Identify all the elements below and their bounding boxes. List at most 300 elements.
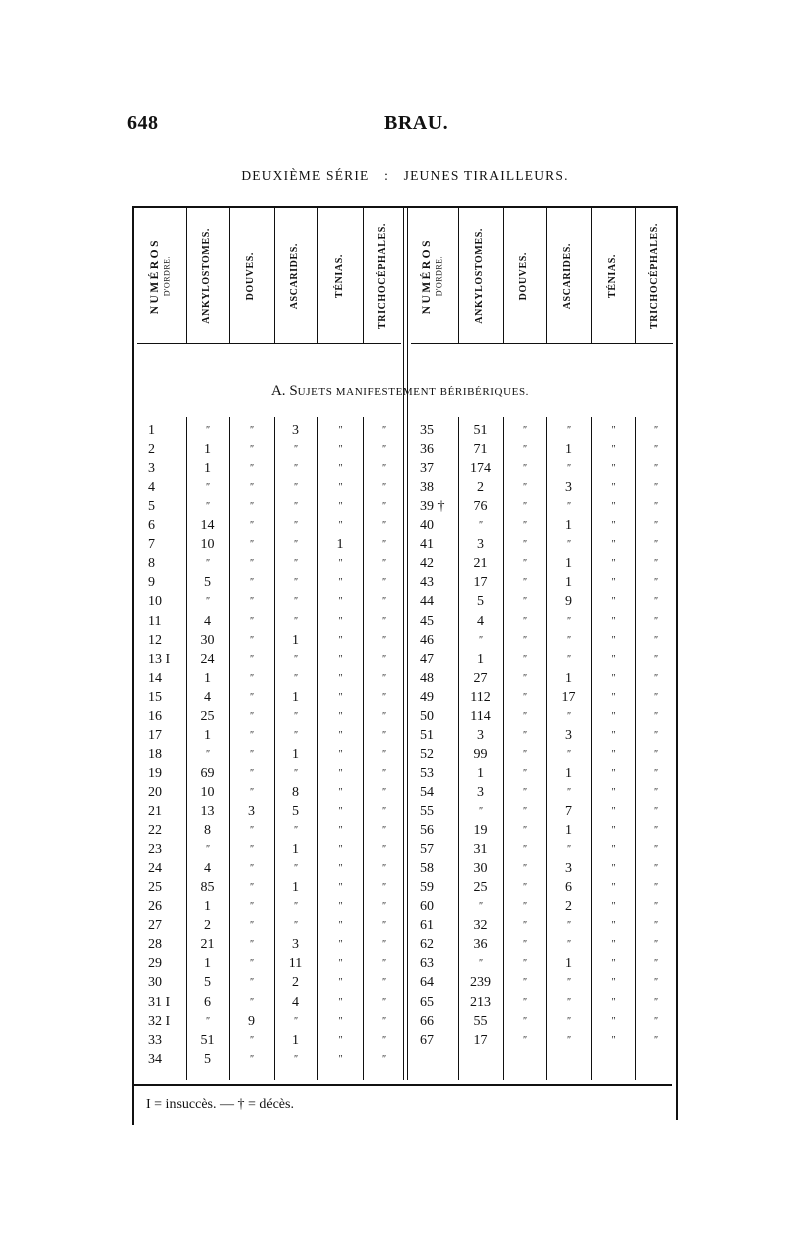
cell-value: " (653, 634, 658, 646)
series-title (0, 168, 800, 184)
cell-value: " (381, 882, 386, 894)
cell-value: " (381, 958, 386, 970)
cell-value: 1 (292, 880, 299, 896)
cell-value: " (293, 482, 298, 494)
row-number: 13 I (148, 651, 171, 667)
cell-value: " (337, 920, 343, 932)
cell-value: " (610, 863, 616, 875)
cell-value: 71 (473, 442, 488, 458)
cell-value: " (337, 806, 343, 817)
cell-value: " (381, 482, 386, 494)
cell-value: " (610, 1034, 616, 1046)
cell-value: 1 (477, 765, 484, 781)
cell-value: " (653, 1015, 658, 1027)
cell-value: " (293, 729, 298, 741)
column-header-label: TRICHOCÉPHALES. (377, 223, 389, 329)
cell-value: " (653, 863, 658, 875)
row-number: 21 (148, 804, 162, 819)
cell-value: 2 (292, 975, 299, 991)
cell-value: " (566, 634, 571, 646)
column-header-left-5 (317, 212, 363, 340)
cell-value: " (522, 901, 527, 913)
cell-value: " (205, 748, 210, 760)
table-right-border (676, 206, 678, 1120)
row-number: 31 I (148, 994, 171, 1010)
column-header-main: NUMÉROS (421, 237, 434, 315)
cell-value: 1 (477, 651, 484, 667)
column-header-label: TÉNIAS. (333, 254, 345, 298)
cell-value: " (653, 786, 658, 798)
cell-value: " (293, 577, 298, 589)
cell-value: " (610, 958, 616, 970)
cell-value: " (381, 1053, 386, 1065)
series-title-separator: : (384, 168, 390, 183)
cell-value: " (610, 1015, 616, 1027)
cell-value: " (610, 920, 616, 932)
cell-value: " (653, 939, 658, 951)
row-number: 56 (420, 823, 434, 839)
cell-value: " (566, 977, 571, 989)
cell-value: " (381, 691, 386, 703)
cell-value: " (249, 767, 254, 779)
cell-value: " (522, 786, 527, 798)
cell-value: " (337, 786, 343, 798)
cell-value: 3 (565, 861, 572, 877)
row-number: 6 (148, 518, 155, 534)
cell-value: 3 (477, 537, 484, 553)
row-number: 25 (148, 880, 162, 896)
cell-value: 2 (477, 480, 484, 496)
cell-value: " (566, 1034, 571, 1046)
cell-value: " (610, 844, 616, 856)
column-header-label: ASCARIDES. (289, 242, 301, 310)
cell-value: 13 (200, 804, 215, 819)
row-number: 59 (420, 880, 434, 896)
row-number: 7 (148, 537, 155, 553)
cell-value: " (381, 463, 386, 475)
cell-value: " (293, 501, 298, 513)
cell-value: " (337, 425, 343, 436)
section-initial: S (289, 383, 298, 399)
cell-value: " (293, 1015, 298, 1027)
cell-value: " (337, 767, 343, 779)
cell-value: " (653, 729, 658, 741)
column-header-left-3 (229, 212, 274, 340)
row-number: 29 (148, 956, 162, 972)
row-number: 2 (148, 442, 155, 458)
cell-value: 5 (292, 804, 299, 819)
cell-value: 1 (204, 670, 211, 686)
table-top-rule (132, 206, 678, 208)
cell-value: 3 (292, 423, 299, 438)
cell-value: " (293, 463, 298, 475)
cell-value: " (610, 729, 616, 741)
cell-value: " (653, 977, 658, 989)
cell-value: " (337, 844, 343, 856)
cell-value: " (610, 786, 616, 798)
row-number: 3 (148, 461, 155, 477)
cell-value: " (337, 901, 343, 913)
cell-value: " (610, 482, 616, 494)
cell-value: 31 (473, 842, 488, 858)
column-header-right-1 (407, 212, 458, 340)
cell-value: " (610, 444, 616, 456)
cell-value: " (653, 767, 658, 779)
cell-value: " (566, 539, 571, 551)
cell-value: " (478, 958, 483, 970)
cell-value: " (381, 596, 386, 608)
cell-value: " (522, 539, 527, 551)
cell-value: " (566, 463, 571, 475)
cell-value: 3 (477, 784, 484, 800)
row-number: 39 † (420, 499, 445, 515)
column-header-label (420, 238, 444, 314)
cell-value: " (337, 577, 343, 589)
cell-value: " (293, 825, 298, 837)
cell-value: " (610, 710, 616, 722)
cell-value: " (337, 825, 343, 837)
cell-value: " (337, 710, 343, 722)
cell-value: " (381, 710, 386, 722)
cell-value: " (381, 844, 386, 856)
cell-value: " (205, 596, 210, 608)
section-letter: A. (270, 383, 286, 399)
cell-value: 51 (473, 423, 488, 438)
cell-value: " (522, 577, 527, 589)
cell-value: " (381, 939, 386, 951)
cell-value: 7 (565, 804, 572, 819)
cell-value: " (293, 444, 298, 456)
cell-value: " (566, 748, 571, 760)
row-number: 15 (148, 689, 162, 705)
row-number: 8 (148, 556, 155, 572)
cell-value: " (249, 558, 254, 570)
cell-value: " (653, 882, 658, 894)
column-header-label: TRICHOCÉPHALES. (649, 223, 661, 329)
row-number: 41 (420, 537, 434, 553)
cell-value: " (381, 825, 386, 837)
cell-value: " (337, 463, 343, 475)
cell-value: " (249, 825, 254, 837)
cell-value: " (610, 425, 616, 436)
cell-value: 1 (204, 461, 211, 477)
cell-value: " (478, 634, 483, 646)
cell-value: " (610, 901, 616, 913)
column-header-left-1 (135, 212, 186, 340)
cell-value: " (381, 1034, 386, 1046)
section-title: UJETS MANIFESTEMENT BÉRIBÉRIQUES. (297, 386, 530, 398)
cell-value: 55 (473, 1013, 488, 1029)
cell-value: 69 (200, 765, 215, 781)
cell-value: 5 (204, 975, 211, 991)
row-number: 38 (420, 480, 434, 496)
cell-value: 1 (565, 442, 572, 458)
cell-value: " (337, 691, 343, 703)
cell-value: " (381, 901, 386, 913)
row-number: 34 (148, 1051, 162, 1067)
cell-value: " (610, 882, 616, 894)
cell-value: " (522, 1015, 527, 1027)
cell-value: 9 (248, 1013, 255, 1029)
cell-value: " (610, 672, 616, 684)
row-number: 10 (148, 594, 162, 610)
row-number: 11 (148, 613, 162, 629)
cell-value: 10 (200, 537, 215, 553)
cell-value: " (381, 558, 386, 570)
cell-value: 17 (561, 689, 576, 705)
cell-value: " (653, 901, 658, 913)
row-number: 30 (148, 975, 162, 991)
cell-value: " (381, 748, 386, 760)
column-header-sub: D'ORDRE. (434, 255, 444, 297)
cell-value: " (293, 520, 298, 532)
cell-value: " (205, 844, 210, 856)
cell-value: " (522, 501, 527, 513)
cell-value: " (653, 1034, 658, 1046)
row-number: 45 (420, 613, 434, 629)
row-number: 55 (420, 804, 434, 819)
cell-value: " (522, 882, 527, 894)
cell-value: 1 (565, 765, 572, 781)
cell-value: 51 (200, 1032, 215, 1048)
cell-value: 5 (204, 575, 211, 591)
cell-value: " (653, 710, 658, 722)
cell-value: " (337, 672, 343, 684)
cell-value: " (293, 920, 298, 932)
cell-value: 1 (204, 727, 211, 743)
row-number: 16 (148, 708, 162, 724)
cell-value: 6 (204, 994, 211, 1010)
cell-value: " (522, 825, 527, 837)
cell-value: 4 (204, 861, 211, 877)
cell-value: 1 (565, 518, 572, 534)
table-left-border (132, 206, 134, 1125)
row-number: 47 (420, 651, 434, 667)
cell-value: " (293, 539, 298, 551)
cell-value: " (381, 863, 386, 875)
row-number: 48 (420, 670, 434, 686)
cell-value: 24 (200, 651, 215, 667)
cell-value: " (522, 596, 527, 608)
cell-value: " (337, 1015, 343, 1027)
cell-value: " (653, 577, 658, 589)
row-number: 49 (420, 689, 434, 705)
column-header-label: ANKYLOSTOMES. (474, 228, 486, 324)
cell-value: " (610, 825, 616, 837)
col-sep-left-2-body (229, 417, 230, 1080)
row-number: 52 (420, 746, 434, 762)
row-number: 12 (148, 632, 162, 648)
series-title-left: DEUXIÈME SÉRIE (241, 168, 370, 183)
cell-value: " (381, 520, 386, 532)
cell-value: 4 (477, 613, 484, 629)
cell-value: " (249, 920, 254, 932)
row-number: 60 (420, 899, 434, 915)
cell-value: 30 (200, 632, 215, 648)
cell-value: " (293, 863, 298, 875)
cell-value: " (337, 882, 343, 894)
cell-value: " (249, 634, 254, 646)
cell-value: " (337, 596, 343, 608)
row-number: 67 (420, 1032, 434, 1048)
cell-value: " (337, 482, 343, 494)
cell-value: " (610, 463, 616, 475)
column-header-left-2 (186, 212, 229, 340)
row-number: 46 (420, 632, 434, 648)
cell-value: " (522, 748, 527, 760)
column-header-right-3 (503, 212, 546, 340)
cell-value: " (610, 615, 616, 627)
cell-value: " (381, 634, 386, 646)
cell-value: " (653, 920, 658, 932)
column-header-label (148, 238, 172, 314)
cell-value: " (249, 501, 254, 513)
cell-value: 5 (477, 594, 484, 610)
cell-value: " (522, 444, 527, 456)
cell-value: 25 (473, 880, 488, 896)
row-number: 61 (420, 918, 434, 934)
row-number: 58 (420, 861, 434, 877)
cell-value: " (566, 996, 571, 1008)
cell-value: 8 (204, 823, 211, 839)
row-number: 35 (420, 423, 434, 438)
cell-value: " (566, 501, 571, 513)
cell-value: " (249, 615, 254, 627)
cell-value: " (337, 996, 343, 1008)
cell-value: " (249, 863, 254, 875)
cell-value: 1 (292, 1032, 299, 1048)
cell-value: " (653, 558, 658, 570)
cell-value: " (610, 539, 616, 551)
cell-value: " (566, 653, 571, 665)
cell-value: " (653, 520, 658, 532)
cell-value: " (653, 615, 658, 627)
cell-value: " (653, 996, 658, 1008)
cell-value: " (249, 748, 254, 760)
cell-value: " (337, 863, 343, 875)
cell-value: " (249, 577, 254, 589)
cell-value: 76 (473, 499, 488, 515)
cell-value: " (610, 767, 616, 779)
cell-value: " (610, 501, 616, 513)
cell-value: " (653, 691, 658, 703)
column-header-right-2 (458, 212, 503, 340)
row-number: 18 (148, 746, 162, 762)
cell-value: " (522, 920, 527, 932)
cell-value: " (249, 539, 254, 551)
cell-value: " (337, 939, 343, 951)
cell-value: " (249, 710, 254, 722)
cell-value: " (293, 653, 298, 665)
row-number: 20 (148, 784, 162, 800)
cell-value: 85 (200, 880, 215, 896)
cell-value: " (381, 577, 386, 589)
cell-value: " (478, 520, 483, 532)
cell-value: 1 (204, 442, 211, 458)
cell-value: 112 (470, 689, 491, 705)
cell-value: " (566, 615, 571, 627)
cell-value: 2 (204, 918, 211, 934)
cell-value: " (381, 653, 386, 665)
cell-value: " (249, 901, 254, 913)
column-header-right-5 (591, 212, 635, 340)
column-header-right-4 (546, 212, 591, 340)
cell-value: " (249, 463, 254, 475)
cell-value: " (337, 729, 343, 741)
cell-value: 9 (565, 594, 572, 610)
cell-value: " (610, 806, 616, 817)
cell-value: " (337, 501, 343, 513)
cell-value: " (610, 939, 616, 951)
cell-value: 114 (470, 708, 491, 724)
cell-value: " (205, 501, 210, 513)
cell-value: " (249, 653, 254, 665)
row-number: 1 (148, 423, 155, 438)
cell-value: 239 (470, 975, 491, 991)
cell-value: " (337, 634, 343, 646)
cell-value: " (610, 653, 616, 665)
cell-value: " (653, 596, 658, 608)
cell-value: " (381, 767, 386, 779)
row-number: 50 (420, 708, 434, 724)
row-number: 36 (420, 442, 434, 458)
header-rule-right (411, 343, 673, 344)
cell-value: " (522, 1034, 527, 1046)
cell-value: " (205, 1015, 210, 1027)
row-number: 37 (420, 461, 434, 477)
cell-value: " (381, 615, 386, 627)
cell-value: " (337, 1053, 343, 1065)
cell-value: 2 (565, 899, 572, 915)
row-number: 51 (420, 727, 434, 743)
cell-value: " (478, 806, 483, 817)
cell-value: " (522, 996, 527, 1008)
cell-value: " (249, 729, 254, 741)
cell-value: 4 (292, 994, 299, 1010)
cell-value: 3 (565, 480, 572, 496)
cell-value: 1 (204, 899, 211, 915)
cell-value: " (381, 539, 386, 551)
cell-value: " (653, 539, 658, 551)
cell-value: " (610, 634, 616, 646)
cell-value: " (610, 577, 616, 589)
cell-value: " (522, 482, 527, 494)
cell-value: 8 (292, 784, 299, 800)
footnote: I = insuccès. — † = décès. (146, 1097, 294, 1112)
cell-value: " (522, 844, 527, 856)
cell-value: " (653, 844, 658, 856)
row-number: 54 (420, 784, 434, 800)
cell-value: " (205, 425, 210, 436)
cell-value: " (566, 939, 571, 951)
row-number: 27 (148, 918, 162, 934)
cell-value: 27 (473, 670, 488, 686)
cell-value: " (610, 558, 616, 570)
cell-value: 4 (204, 613, 211, 629)
cell-value: " (522, 958, 527, 970)
table-bottom-rule (132, 1084, 672, 1086)
cell-value: " (205, 558, 210, 570)
cell-value: " (653, 444, 658, 456)
cell-value: " (566, 1015, 571, 1027)
cell-value: " (610, 520, 616, 532)
column-header-label: DOUVES. (245, 251, 257, 301)
cell-value: " (249, 939, 254, 951)
row-number: 40 (420, 518, 434, 534)
cell-value: 11 (288, 956, 303, 972)
cell-value: " (653, 748, 658, 760)
cell-value: 32 (473, 918, 488, 934)
